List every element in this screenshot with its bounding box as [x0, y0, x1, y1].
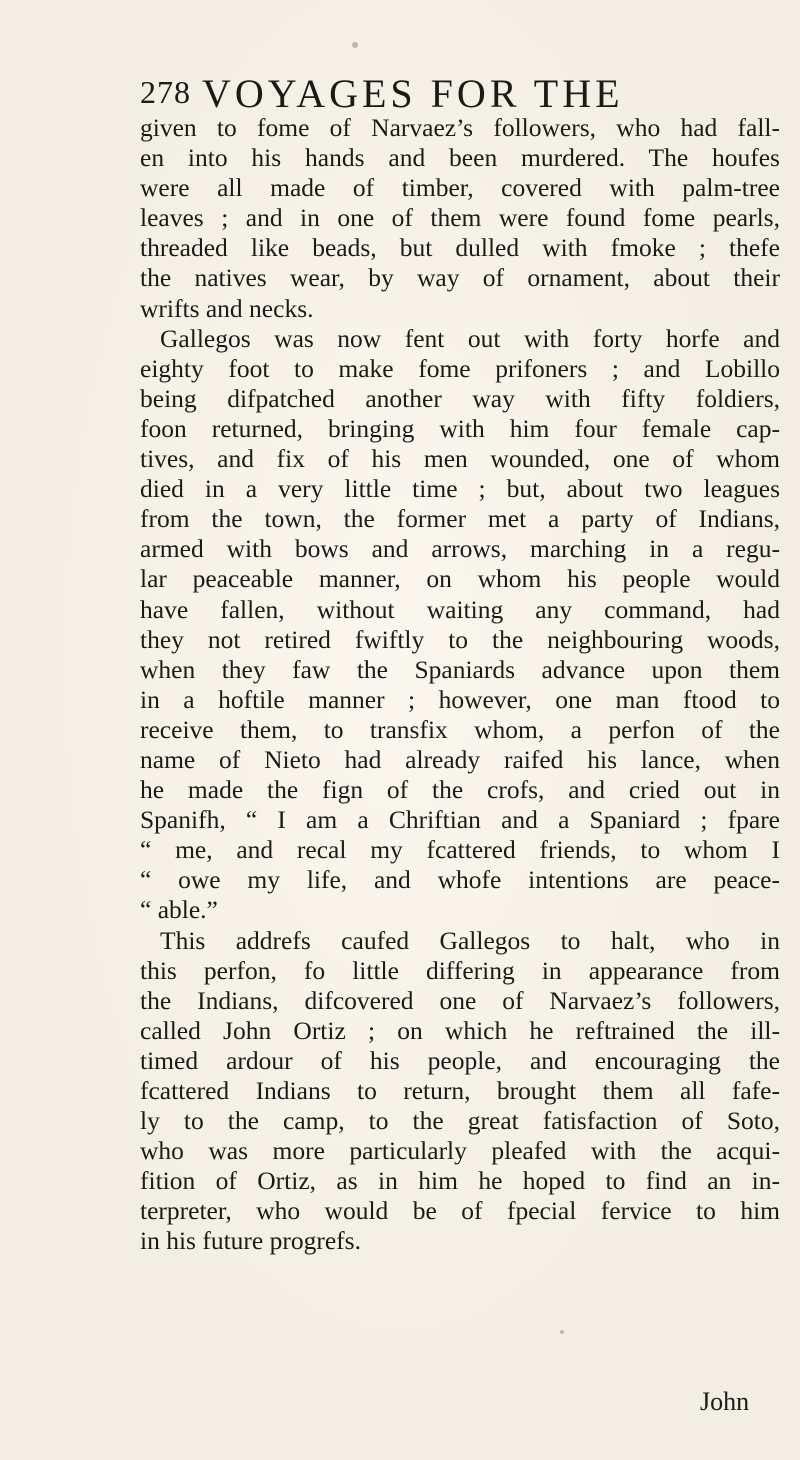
catchword: John	[700, 1387, 750, 1416]
text-line: called John Ortiz ; on which he reftrained the ill-	[140, 1015, 780, 1045]
text-line: foon returned, bringing with him four female cap-	[140, 413, 780, 443]
paper-speck	[352, 42, 358, 48]
text-line: the natives wear, by way of ornament, about their	[140, 263, 780, 293]
text-line: lar peaceable manner, on whom his people would	[140, 564, 780, 594]
text-line: tives, and fix of his men wounded, one of whom	[140, 444, 780, 474]
text-line: this perfon, fo little differing in appearance from	[140, 955, 780, 985]
text-line: being difpatched another way with fifty foldiers,	[140, 383, 780, 413]
text-line: fition of Ortiz, as in him he hoped to find an in-	[140, 1166, 780, 1196]
text-line: receive them, to transfix whom, a perfon of the	[140, 714, 780, 744]
text-line: threaded like beads, but dulled with fmoke ; thefe	[140, 233, 780, 263]
quote-line: “ able.”	[140, 895, 218, 925]
text-line: en into his hands and been murdered. The houfes	[140, 143, 780, 173]
text-line: from the town, the former met a party of Indians,	[140, 504, 780, 534]
text-line: given to fome of Narvaez’s followers, who had fall-	[140, 113, 780, 142]
text-line: timed ardour of his people, and encouraging the	[140, 1045, 780, 1075]
page-number: 278	[140, 74, 191, 110]
text-line: when they faw the Spaniards advance upon them	[140, 654, 780, 684]
body-text	[140, 113, 780, 1257]
text-line: have fallen, without waiting any command, had	[140, 594, 780, 624]
running-head	[140, 70, 780, 118]
text-line: eighty foot to make fome prifoners ; and Lobillo	[140, 353, 780, 383]
quote-line: “ me, and recal my fcattered friends, to whom I	[140, 835, 780, 865]
text-line: in a hoftile manner ; however, one man ftood to	[140, 684, 780, 714]
text-line: armed with bows and arrows, marching in a regu-	[140, 534, 780, 564]
text-line: leaves ; and in one of them were found fome pearls,	[140, 203, 780, 233]
text-line: terpreter, who would be of fpecial fervice to him	[140, 1196, 780, 1226]
text-line: ly to the camp, to the great fatisfaction of Soto,	[140, 1106, 780, 1136]
running-title: VOYAGES FOR THE	[202, 71, 624, 116]
text-line: who was more particularly pleafed with the acqui-	[140, 1136, 780, 1166]
paragraph-start-line: Gallegos was now fent out with forty horfe and	[160, 323, 780, 353]
text-line: in his future progrefs.	[140, 1226, 361, 1256]
text-line: wrifts and necks.	[140, 293, 314, 323]
text-line: died in a very little time ; but, about two leagues	[140, 474, 780, 504]
quote-line: “ owe my life, and whofe intentions are peace-	[140, 865, 780, 895]
text-line: fcattered Indians to return, brought them all fafe-	[140, 1076, 780, 1105]
text-line: name of Nieto had already raifed his lance, when	[140, 744, 780, 774]
text-line: the Indians, difcovered one of Narvaez’s followers,	[140, 985, 780, 1015]
paragraph-start-line: This addrefs caufed Gallegos to halt, who in	[160, 925, 780, 955]
text-line: they not retired fwiftly to the neighbouring woods,	[140, 624, 780, 654]
text-line: he made the fign of the crofs, and cried out in	[140, 775, 780, 805]
paper-speck	[560, 1330, 564, 1334]
text-line: Spanifh, “ I am a Chriftian and a Spaniard ; fpare	[140, 805, 780, 835]
text-line: were all made of timber, covered with palm-tree	[140, 173, 780, 203]
